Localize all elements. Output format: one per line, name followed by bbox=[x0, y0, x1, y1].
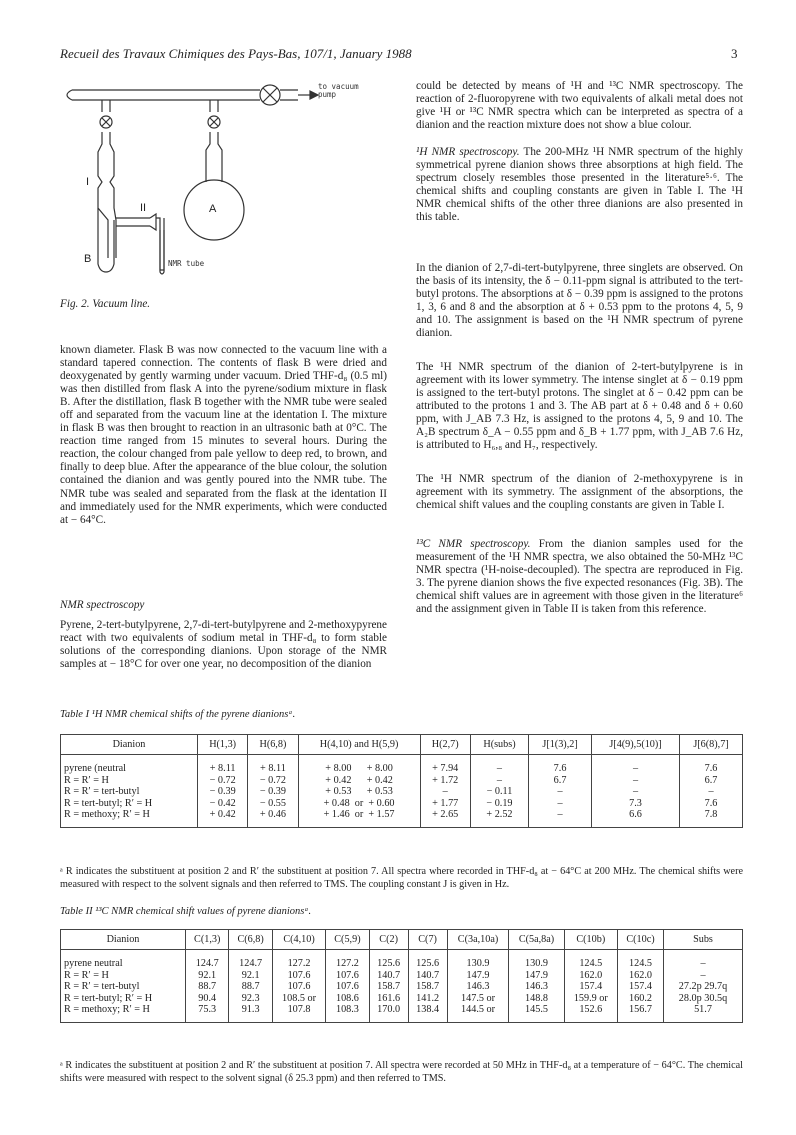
table2 bbox=[60, 929, 743, 1023]
table1-header: H(2,7) bbox=[420, 735, 470, 755]
table-row: R = R′ = tert-butyl 88.7 88.7 107.6 107.6 158.7 158.7 146.3 146.3 157.4 157.4 27.2p 29.7q bbox=[61, 981, 743, 993]
table2-header: Dianion bbox=[61, 930, 186, 950]
right-paragraph-1: could be detected by means of ¹H and ¹³C NMR spectroscopy. The reaction of 2-fluoropyrene with two equivalents of alkali metal does not give ¹H or ¹³C NMR spectra which can be interpreted as spectra of a dianion and the reaction mixture does not show a blue colour. bbox=[416, 80, 743, 132]
label-i: I bbox=[86, 176, 90, 188]
label-nmr-tube: NMR tube bbox=[168, 259, 205, 268]
pump-label-1: to vacuum bbox=[318, 82, 359, 91]
table-row: R = tert-butyl; R′ = H 90.4 92.3 108.5 or 108.6 161.6 141.2 147.5 or 148.8 159.9 or 160.2 28.0p 30.5q bbox=[61, 993, 743, 1005]
table-row: R = R′ = tert-butyl − 0.39 − 0.39 + 0.53 + 0.53 – − 0.11 – – – bbox=[61, 786, 743, 798]
c-nmr-text: From the dianion samples used for the measurement of the ¹H NMR spectra, we also obtained the 50-MHz ¹³C NMR spectra (¹H-noise-decoupled). The spectra are reproduced in Fig. 3. The pyrene dianion shows the five expected resonances (Fig. 3B). The chemical shift values are in agreement with those given in the literature⁶ and the assignment given in Table II is taken from this reference. bbox=[416, 538, 743, 616]
vacuum-manifold bbox=[67, 90, 260, 100]
table2-footnote: ᵃ R indicates the substituent at position 2 and R′ the substituent at position 7. All spectra were recorded at 50 MHz in THF-d₈ at a temperature of − 64°C. The chemical shifts were measured with respect to the solvent signal (δ 25.3 ppm) and then referred to TMS. bbox=[60, 1060, 743, 1084]
table2-header: C(1,3) bbox=[186, 930, 229, 950]
page-number: 3 bbox=[731, 46, 738, 61]
table-row: R = methoxy; R′ = H 75.3 91.3 107.8 108.3 170.0 138.4 144.5 or 145.5 152.6 156.7 51.7 bbox=[61, 1004, 743, 1022]
table2-header: Subs bbox=[664, 930, 743, 950]
table2-header: C(5,9) bbox=[326, 930, 369, 950]
h-nmr-heading: ¹H NMR spectroscopy. bbox=[416, 146, 520, 158]
right-paragraph-4: The ¹H NMR spectrum of the dianion of 2-tert-butylpyrene is in agreement with its lower symmetry. The intense singlet at δ − 0.19 ppm is assigned to the tert-butyl protons. The singlet at δ − 0.42 ppm can be attributed to the protons 1 and 3. The AB part at δ + 0.48 and δ + 0.60 ppm, with J_AB 7.3 Hz, is assigned to the protons 4, 5, 9 and 10. The A₂B spectrum δ_A − 0.55 ppm and δ_B + 1.77 ppm, with J_AB 7.6 Hz, is attributed to H₆,₈ and H₇, respectively. bbox=[416, 361, 743, 452]
journal-header: Recueil des Travaux Chimiques des Pays-Bas, 107/1, January 1988 bbox=[60, 46, 412, 61]
table2-header: C(7) bbox=[408, 930, 447, 950]
table1-header: Dianion bbox=[61, 735, 198, 755]
table2-header: C(3a,10a) bbox=[447, 930, 509, 950]
left-paragraph-2: Pyrene, 2-tert-butylpyrene, 2,7-di-tert-butylpyrene and 2-methoxypyrene react with two equivalents of sodium metal in THF-d₈ to form stable solutions of the corresponding dianions. Upon storage of the NMR samples at − 18°C for over one year, no decomposition of the dianion bbox=[60, 619, 387, 671]
table2-header: C(2) bbox=[369, 930, 408, 950]
table-row: R = R′ = H 92.1 92.1 107.6 107.6 140.7 140.7 147.9 147.9 162.0 162.0 – bbox=[61, 970, 743, 982]
table2-header: C(5a,8a) bbox=[509, 930, 564, 950]
table1-header: H(1,3) bbox=[198, 735, 248, 755]
table-row: R = methoxy; R′ = H + 0.42 + 0.46 + 1.46 or + 1.57 + 2.65 + 2.52 – 6.6 7.8 bbox=[61, 809, 743, 827]
table1-header: H(4,10) and H(5,9) bbox=[298, 735, 420, 755]
label-a: A bbox=[209, 203, 217, 215]
table-row: pyrene neutral 124.7 124.7 127.2 127.2 125.6 125.6 130.9 130.9 124.5 124.5 – bbox=[61, 958, 743, 970]
label-ii: II bbox=[140, 202, 147, 214]
table1-header: J[4(9),5(10)] bbox=[591, 735, 679, 755]
right-paragraph-3: In the dianion of 2,7-di-tert-butylpyrene, three singlets are observed. On the basis of its intensity, the δ − 0.11-ppm signal is attributed to the tert-butyl protons. The absorptions at δ − 0.39 ppm is assigned to the protons 1, 3, 6 and 8 and the absorption at δ + 0.53 ppm to the protons 4, 5, 9 and 10. The assignment is based on the ¹H NMR spectrum of pyrene dianion. bbox=[416, 262, 743, 340]
h-nmr-text: The 200-MHz ¹H NMR spectrum of the highly symmetrical pyrene dianion shows three absorptions at high field. The spectrum closely resembles those presented in the literature⁵·⁶. The chemical shifts and coupling constants are given in Table I. The ¹H NMR chemical shifts of the other three dianions are also presented in this table. bbox=[416, 146, 744, 224]
table-row: R = tert-butyl; R′ = H − 0.42 − 0.55 + 0.48 or + 0.60 + 1.77 − 0.19 – 7.3 7.6 bbox=[61, 798, 743, 810]
section-heading-nmr: NMR spectroscopy bbox=[60, 599, 145, 611]
figure-caption: Fig. 2. Vacuum line. bbox=[60, 298, 151, 310]
right-paragraph-c-nmr bbox=[416, 538, 743, 616]
label-b: B bbox=[84, 253, 92, 265]
left-paragraph-1: known diameter. Flask B was now connected to the vacuum line with a standard tapered connection. The contents of flask B were dried and deoxygenated by gently warming under vacuum. Dried THF-d₈ (0.5 ml) was then distilled from flask A into the pyrene/sodium mixture in flask B. After the distillation, flask B together with the NMR tube were sealed off and separated from the vacuum line at the identation I. The mixture in flask B was then brought to reaction in an ultrasonic bath at 0°C. The reaction time ranged from 15 minutes to several hours. During the reaction, the colour changed from pale yellow to deep red, to brown, and finally to deep blue. After the appearance of the blue colour, the solution contained the dianion and was gently poured into the NMR tube. The NMR tube was sealed and separated from the flask at the identation II and immediately used for the NMR experiments, which were conducted at − 64°C. bbox=[60, 344, 387, 526]
vacuum-line-figure bbox=[60, 80, 380, 285]
c-nmr-heading: ¹³C NMR spectroscopy. bbox=[416, 538, 531, 550]
table2-header: C(6,8) bbox=[229, 930, 272, 950]
table1 bbox=[60, 734, 743, 828]
table2-header: C(10c) bbox=[617, 930, 663, 950]
table1-header: H(subs) bbox=[470, 735, 528, 755]
table2-header: C(10b) bbox=[564, 930, 617, 950]
table1-header: J[1(3),2] bbox=[529, 735, 592, 755]
table2-header: C(4,10) bbox=[272, 930, 325, 950]
pump-label-2: pump bbox=[318, 90, 337, 99]
table1-caption: Table I ¹H NMR chemical shifts of the pyrene dianionsᵃ. bbox=[60, 709, 296, 720]
table1-header: J[6(8),7] bbox=[680, 735, 743, 755]
table2-caption: Table II ¹³C NMR chemical shift values of pyrene dianionsᵃ. bbox=[60, 906, 312, 917]
right-paragraph-5: The ¹H NMR spectrum of the dianion of 2-methoxypyrene is in agreement with its symmetry. The assignment of the absorptions, the chemical shift values and the coupling constants are given in Table I. bbox=[416, 473, 743, 512]
table-row: R = R′ = H − 0.72 − 0.72 + 0.42 + 0.42 + 1.72 – 6.7 – 6.7 bbox=[61, 775, 743, 787]
right-paragraph-h-nmr bbox=[416, 146, 743, 224]
arrow-icon bbox=[310, 91, 318, 99]
table-row: pyrene (neutral + 8.11 + 8.11 + 8.00 + 8.00 + 7.94 – 7.6 – 7.6 bbox=[61, 763, 743, 775]
table1-footnote: ᵃ R indicates the substituent at position 2 and R′ the substituent at position 7. All spectra where recorded in THF-d₈ at − 64°C at 200 MHz. The chemical shifts were measured with respect to the solvent signals and then referred to TMS. The coupling constant J is given in Hz. bbox=[60, 866, 743, 890]
table1-header: H(6,8) bbox=[248, 735, 298, 755]
